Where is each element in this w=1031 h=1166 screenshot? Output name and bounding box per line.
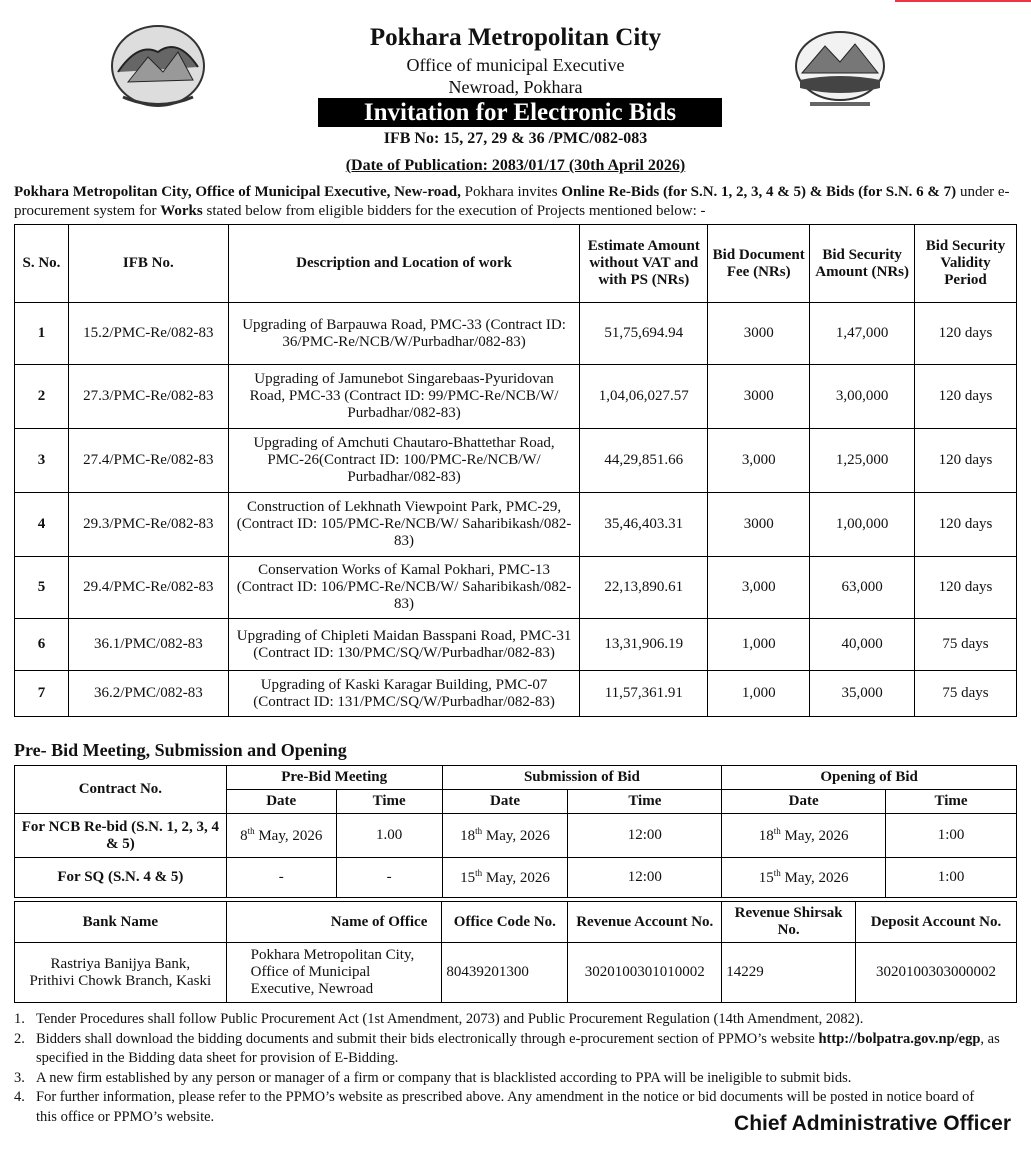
cell-estimate: 44,29,851.66 [580,429,708,493]
address-subtitle: Newroad, Pokhara [448,77,583,97]
header-description: Description and Location of work [228,225,580,303]
cell-sno: 3 [15,429,69,493]
cell-description: Upgrading of Chipleti Maidan Basspani Road, PMC-31 (Contract ID: 130/PMC/SQ/W/Purbadhar/082-83) [228,619,580,671]
note-number: 1. [14,1011,25,1027]
publication-date: (Date of Publication: 2083/01/17 (30th April 2026) [345,157,686,174]
cell-sno: 2 [15,365,69,429]
works-header-row [15,225,1017,303]
works-row [15,493,1017,557]
contract-no-header: Contract No. [15,766,227,814]
office-name: Pokhara Metropolitan City, Office of Municipal Executive, Newroad [226,943,442,1003]
contract-label: For SQ (S.N. 4 & 5) [15,858,227,898]
cell-description: Conservation Works of Kamal Pokhari, PMC-13 (Contract ID: 106/PMC-Re/NCB/W/ Saharibikash/082-83) [228,557,580,619]
note-text-part: , as specified in the Bidding data sheet for provision of E-Bidding. [36,1030,1000,1066]
works-row [15,557,1017,619]
ordinal: th [773,826,781,836]
note-item [14,1030,1014,1069]
opening-header: Opening of Bid [722,766,1017,790]
cell-validity: 75 days [915,619,1017,671]
prebid-time: 1.00 [336,814,442,858]
note-number: 3. [14,1069,25,1086]
contract-label: For NCB Re-bid (S.N. 1, 2, 3, 4 & 5) [15,814,227,858]
cell-sno: 5 [15,557,69,619]
note-number: 2. [14,1030,25,1047]
month-year: May, 2026 [482,870,550,886]
top-accent-line [895,0,1031,2]
cell-security-amount: 1,47,000 [810,303,915,365]
month-year: May, 2026 [780,828,849,844]
intro-text: Pokhara invites [460,184,562,200]
opening-date [722,858,886,898]
day: 15 [460,870,476,886]
cell-ifb-no: 36.1/PMC/082-83 [68,619,228,671]
note-text [36,1030,1014,1069]
cell-estimate: 51,75,694.94 [580,303,708,365]
office-code-header: Office Code No. [442,902,568,943]
cell-validity: 120 days [915,493,1017,557]
submission-header: Submission of Bid [442,766,722,790]
cell-validity: 120 days [915,429,1017,493]
opening-time: 1:00 [886,814,1017,858]
cell-ifb-no: 27.3/PMC-Re/082-83 [68,365,228,429]
bank-row [15,943,1017,1003]
cell-doc-fee: 3000 [708,303,810,365]
organization-title: Pokhara Metropolitan City [369,24,662,51]
date-header: Date [722,790,886,814]
date-header: Date [226,790,336,814]
cell-description: Upgrading of Kaski Karagar Building, PMC-07 (Contract ID: 131/PMC/SQ/W/Purbadhar/082-83) [228,671,580,717]
intro-org: Pokhara Metropolitan City, Office of Municipal Executive, New-road, [14,184,461,200]
cell-ifb-no: 27.4/PMC-Re/082-83 [68,429,228,493]
cell-validity: 75 days [915,671,1017,717]
intro-works: Works [160,203,203,219]
cell-security-amount: 40,000 [810,619,915,671]
time-header: Time [336,790,442,814]
day: 18 [460,828,476,844]
cell-description: Upgrading of Barpauwa Road, PMC-33 (Contract ID: 36/PMC-Re/NCB/W/Purbadhar/082-83) [228,303,580,365]
note-text: For further information, please refer to the PPMO’s website as prescribed above. Any amendment in the notice or bid documents will be posted in notice board of this office or PPMO’s website. [36,1089,975,1125]
schedule-row-sq [15,858,1017,898]
works-row [15,429,1017,493]
note-item [14,1069,1014,1089]
office-subtitle: Office of municipal Executive [406,55,625,75]
note-text: A new firm established by any person or manager of a firm or company that is blacklisted according to PPA will be ineligible to submit bids. [36,1069,852,1086]
submission-date [442,814,568,858]
cell-doc-fee: 3,000 [708,429,810,493]
cell-estimate: 13,31,906.19 [580,619,708,671]
ordinal: th [475,826,483,836]
submission-time: 12:00 [568,814,722,858]
revenue-account: 3020100301010002 [568,943,722,1003]
opening-date [722,814,886,858]
cell-description: Upgrading of Amchuti Chautaro-Bhattethar Road, PMC-26(Contract ID: 100/PMC-Re/NCB/W/ Purbadhar/082-83) [228,429,580,493]
day: 15 [758,870,774,886]
month-year: May, 2026 [254,828,323,844]
prebid-date: - [226,858,336,898]
office-name-header: Name of Office [226,902,442,943]
cell-doc-fee: 3000 [708,493,810,557]
works-row [15,365,1017,429]
cell-ifb-no: 36.2/PMC/082-83 [68,671,228,717]
prebid-time: - [336,858,442,898]
header-security-validity: Bid Security Validity Period [915,225,1017,303]
cell-security-amount: 63,000 [810,557,915,619]
note-text: Tender Procedures shall follow Public Procurement Act (1st Amendment, 2073) and Public Procurement Regulation (14th Amendment, 2082). [36,1011,864,1027]
ifb-number: IFB No: 15, 27, 29 & 36 /PMC/082-083 [383,130,648,147]
time-header: Time [886,790,1017,814]
works-row [15,619,1017,671]
cell-doc-fee: 1,000 [708,671,810,717]
revenue-shirsak: 14229 [722,943,856,1003]
bank-name: Rastriya Banijya Bank, Prithivi Chowk Branch, Kaski [15,943,227,1003]
works-row [15,303,1017,365]
cell-description: Upgrading of Jamunebot Singarebaas-Pyuridovan Road, PMC-33 (Contract ID: 99/PMC-Re/NCB/W/ Purbadhar/082-83) [228,365,580,429]
month-year: May, 2026 [780,870,849,886]
cell-security-amount: 1,25,000 [810,429,915,493]
cell-validity: 120 days [915,303,1017,365]
month-year: May, 2026 [482,828,550,844]
header-doc-fee: Bid Document Fee (NRs) [708,225,810,303]
opening-time: 1:00 [886,858,1017,898]
cell-ifb-no: 15.2/PMC-Re/082-83 [68,303,228,365]
date-header: Date [442,790,568,814]
prebid-meeting-header: Pre-Bid Meeting [226,766,442,790]
day: 8 [240,828,248,844]
schedule-row-ncb [15,814,1017,858]
cell-estimate: 22,13,890.61 [580,557,708,619]
submission-time: 12:00 [568,858,722,898]
prebid-date [226,814,336,858]
cell-ifb-no: 29.4/PMC-Re/082-83 [68,557,228,619]
cell-sno: 7 [15,671,69,717]
office-code: 80439201300 [442,943,568,1003]
cell-estimate: 11,57,361.91 [580,671,708,717]
intro-text: under e-procurement system for [14,184,1010,219]
header-ifb: IFB No. [68,225,228,303]
cell-validity: 120 days [915,365,1017,429]
cell-doc-fee: 3,000 [708,557,810,619]
intro-paragraph [14,183,1019,221]
cell-doc-fee: 3000 [708,365,810,429]
cell-doc-fee: 1,000 [708,619,810,671]
ppmo-website-link[interactable]: http://bolpatra.gov.np/egp [818,1030,981,1047]
note-text-part: Bidders shall download the bidding documents and submit their bids electronically through e-procurement section of PPMO’s website [36,1030,819,1047]
revenue-shirsak-header: Revenue Shirsak No. [722,902,856,943]
header-security-amount: Bid Security Amount (NRs) [810,225,915,303]
cell-sno: 1 [15,303,69,365]
time-header: Time [568,790,722,814]
day: 18 [758,828,774,844]
bank-name-header: Bank Name [15,902,227,943]
submission-date [442,858,568,898]
cell-sno: 4 [15,493,69,557]
section-title: Pre- Bid Meeting, Submission and Opening [14,740,347,760]
revenue-account-header: Revenue Account No. [568,902,722,943]
intro-bid-scope: Online Re-Bids (for S.N. 1, 2, 3, 4 & 5) & Bids (for S.N. 6 & 7) [561,184,957,200]
notes-list [14,1010,1014,1127]
schedule-table [14,765,1017,898]
note-number: 4. [14,1089,25,1105]
bank-table [14,901,1017,1003]
signature-title: Chief Administrative Officer [734,1112,1011,1135]
ordinal: th [475,868,483,878]
cell-security-amount: 35,000 [810,671,915,717]
note-item [14,1010,1014,1030]
cell-estimate: 35,46,403.31 [580,493,708,557]
cell-validity: 120 days [915,557,1017,619]
notice-banner: Invitation for Electronic Bids [318,98,722,127]
ordinal: th [247,826,255,836]
works-row [15,671,1017,717]
ordinal: th [773,868,781,878]
cell-estimate: 1,04,06,027.57 [580,365,708,429]
cell-security-amount: 1,00,000 [810,493,915,557]
cell-description: Construction of Lekhnath Viewpoint Park, PMC-29, (Contract ID: 105/PMC-Re/NCB/W/ Saharibikash/082-83) [228,493,580,557]
intro-text: stated below from eligible bidders for the execution of Projects mentioned below: - [202,203,706,219]
deposit-account: 3020100303000002 [856,943,1017,1003]
works-table [14,224,1017,717]
cell-sno: 6 [15,619,69,671]
cell-ifb-no: 29.3/PMC-Re/082-83 [68,493,228,557]
deposit-account-header: Deposit Account No. [856,902,1017,943]
header-sno: S. No. [15,225,69,303]
header-estimate: Estimate Amount without VAT and with PS (NRs) [580,225,708,303]
cell-security-amount: 3,00,000 [810,365,915,429]
